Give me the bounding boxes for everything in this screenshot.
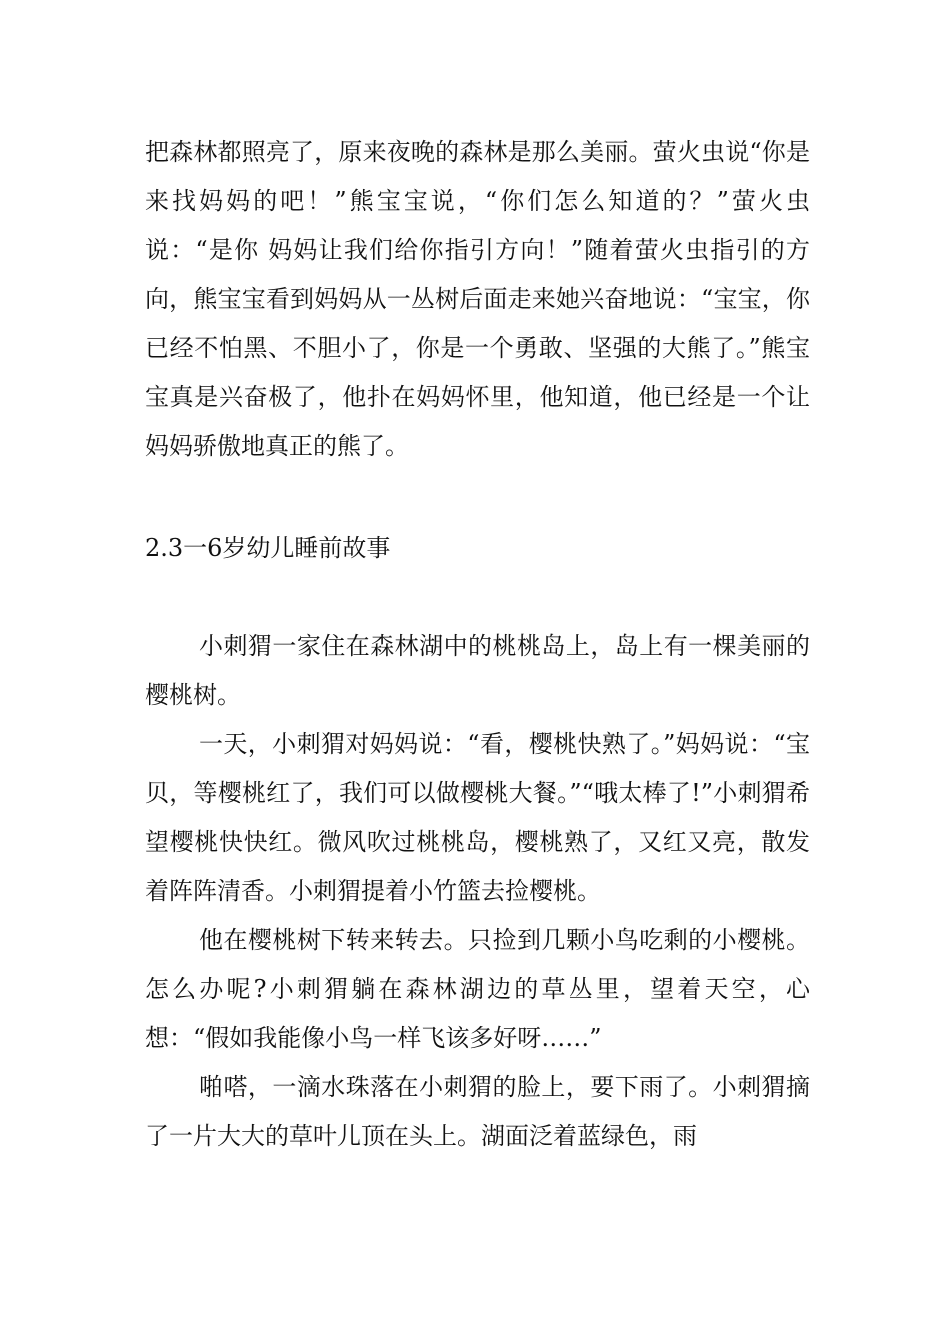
story-paragraph-4: 啪嗒，一滴水珠落在小刺猬的脸上，要下雨了。小刺猬摘了一片大大的草叶儿顶在头上。湖面泛着蓝绿色，雨 bbox=[145, 1073, 810, 1150]
story-paragraph-1: 小刺猬一家住在森林湖中的桃桃岛上，岛上有一棵美丽的樱桃树。 bbox=[145, 632, 810, 709]
story-body bbox=[145, 622, 810, 1161]
story-paragraph-2: 一天，小刺猬对妈妈说：“看，樱桃快熟了。”妈妈说：“宝贝，等樱桃红了，我们可以做樱桃大餐。”“哦太棒了!”小刺猬希望樱桃快快红。微风吹过桃桃岛，樱桃熟了，又红又亮，散发着阵阵清香。小刺猬提着小竹篮去捡樱桃。 bbox=[145, 730, 810, 905]
continuation-paragraph: 把森林都照亮了，原来夜晚的森林是那么美丽。萤火虫说“你是来找妈妈的吧！”熊宝宝说，“你们怎么知道的？”萤火虫说：“是你 妈妈让我们给你指引方向！”随着萤火虫指引的方向，熊宝宝看到妈妈从一丛树后面走来她兴奋地说：“宝宝，你已经不怕黑、不胆小了，你是一个勇敢、坚强的大熊了。”熊宝宝真是兴奋极了，他扑在妈妈怀里，他知道，他已经是一个让妈妈骄傲地真正的熊了。 bbox=[145, 138, 810, 460]
story-paragraph-3: 他在樱桃树下转来转去。只捡到几颗小鸟吃剩的小樱桃。怎么办呢?小刺猬躺在森林湖边的草丛里，望着天空，心想：“假如我能像小鸟一样飞该多好呀……” bbox=[145, 926, 810, 1052]
section-heading: 2.3一6岁幼儿睡前故事 bbox=[145, 534, 391, 562]
